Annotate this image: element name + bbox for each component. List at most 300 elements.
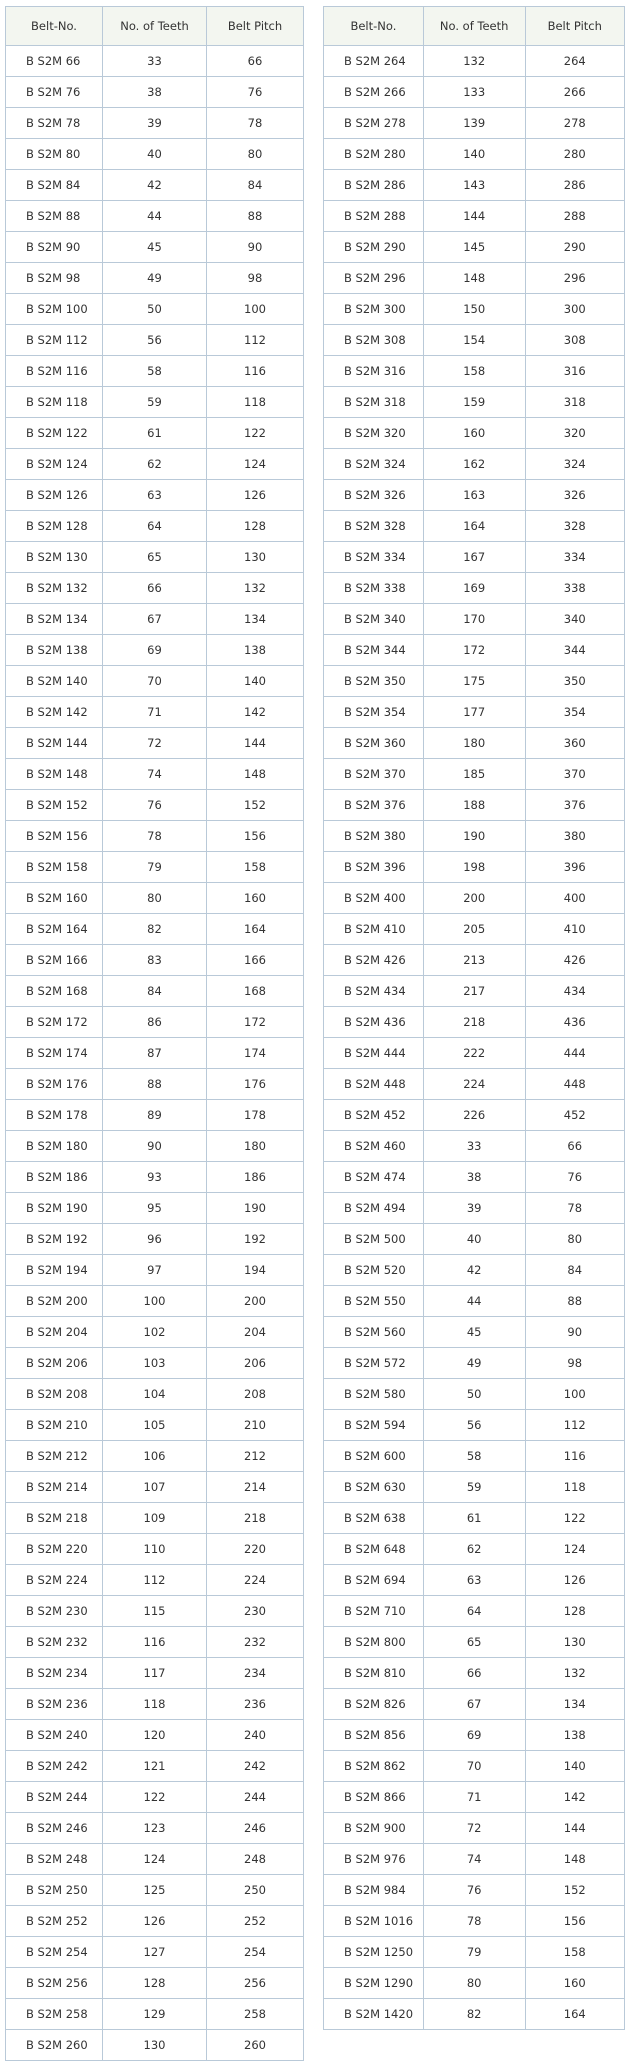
teeth-count-cell: 67 — [423, 1689, 525, 1720]
belt-pitch-cell: 340 — [525, 604, 625, 635]
belt-no-cell: B S2M 178 — [6, 1100, 103, 1131]
table-row — [6, 108, 304, 139]
belt-no-cell: B S2M 176 — [6, 1069, 103, 1100]
belt-no-cell: B S2M 434 — [324, 976, 424, 1007]
belt-no-cell: B S2M 148 — [6, 759, 103, 790]
belt-pitch-cell: 148 — [525, 1844, 625, 1875]
belt-no-cell: B S2M 124 — [6, 449, 103, 480]
belt-pitch-cell: 278 — [525, 108, 625, 139]
belt-pitch-cell: 206 — [207, 1348, 304, 1379]
belt-no-cell: B S2M 204 — [6, 1317, 103, 1348]
table-row — [324, 1410, 625, 1441]
teeth-count-cell: 65 — [423, 1627, 525, 1658]
belt-pitch-cell: 76 — [525, 1162, 625, 1193]
belt-pitch-cell: 66 — [525, 1131, 625, 1162]
teeth-count-cell: 58 — [423, 1441, 525, 1472]
table-row — [324, 635, 625, 666]
belt-pitch-cell: 156 — [525, 1906, 625, 1937]
teeth-count-cell: 133 — [423, 77, 525, 108]
belt-no-cell: B S2M 130 — [6, 542, 103, 573]
teeth-count-cell: 224 — [423, 1069, 525, 1100]
table-row — [6, 1472, 304, 1503]
table-row — [324, 232, 625, 263]
belt-no-cell: B S2M 66 — [6, 46, 103, 77]
teeth-count-cell: 125 — [103, 1875, 207, 1906]
teeth-count-cell: 143 — [423, 170, 525, 201]
table-row — [6, 418, 304, 449]
belt-no-cell: B S2M 260 — [6, 2030, 103, 2061]
teeth-count-cell: 69 — [423, 1720, 525, 1751]
belt-no-cell: B S2M 400 — [324, 883, 424, 914]
table-row — [6, 1565, 304, 1596]
belt-no-cell: B S2M 156 — [6, 821, 103, 852]
belt-no-cell: B S2M 138 — [6, 635, 103, 666]
table-row — [6, 666, 304, 697]
table-row — [6, 1534, 304, 1565]
teeth-count-cell: 218 — [423, 1007, 525, 1038]
teeth-count-cell: 100 — [103, 1286, 207, 1317]
table-row — [324, 1379, 625, 1410]
teeth-count-cell: 80 — [423, 1968, 525, 1999]
belt-pitch-cell: 344 — [525, 635, 625, 666]
table-row — [324, 294, 625, 325]
belt-pitch-cell: 410 — [525, 914, 625, 945]
table-row — [6, 1875, 304, 1906]
teeth-count-cell: 159 — [423, 387, 525, 418]
belt-pitch-cell: 152 — [525, 1875, 625, 1906]
belt-pitch-cell: 100 — [207, 294, 304, 325]
belt-no-cell: B S2M 168 — [6, 976, 103, 1007]
belt-pitch-cell: 116 — [207, 356, 304, 387]
belt-pitch-cell: 318 — [525, 387, 625, 418]
table-row — [324, 1875, 625, 1906]
teeth-count-cell: 79 — [423, 1937, 525, 1968]
table-row — [6, 759, 304, 790]
belt-no-cell: B S2M 426 — [324, 945, 424, 976]
belt-no-cell: B S2M 194 — [6, 1255, 103, 1286]
table-row — [6, 1069, 304, 1100]
belt-pitch-cell: 168 — [207, 976, 304, 1007]
belt-pitch-cell: 256 — [207, 1968, 304, 1999]
teeth-count-cell: 62 — [423, 1534, 525, 1565]
table-row — [324, 1720, 625, 1751]
table-row — [6, 325, 304, 356]
table-row — [6, 1720, 304, 1751]
belt-pitch-cell: 448 — [525, 1069, 625, 1100]
belt-no-cell: B S2M 252 — [6, 1906, 103, 1937]
table-row — [324, 1131, 625, 1162]
belt-no-cell: B S2M 350 — [324, 666, 424, 697]
teeth-count-cell: 39 — [423, 1193, 525, 1224]
table-row — [6, 201, 304, 232]
table-row — [324, 1193, 625, 1224]
belt-no-cell: B S2M 144 — [6, 728, 103, 759]
table-row — [6, 2030, 304, 2061]
table-row — [324, 1162, 625, 1193]
belt-pitch-cell: 166 — [207, 945, 304, 976]
belt-pitch-cell: 138 — [207, 635, 304, 666]
belt-pitch-cell: 88 — [207, 201, 304, 232]
belt-pitch-cell: 78 — [207, 108, 304, 139]
table-row — [6, 1999, 304, 2030]
belt-pitch-cell: 84 — [525, 1255, 625, 1286]
table-row — [324, 1534, 625, 1565]
table-row — [6, 449, 304, 480]
teeth-count-cell: 64 — [423, 1596, 525, 1627]
table-row — [6, 1937, 304, 1968]
teeth-count-cell: 177 — [423, 697, 525, 728]
table-row — [6, 1844, 304, 1875]
teeth-count-cell: 139 — [423, 108, 525, 139]
belt-pitch-cell: 132 — [207, 573, 304, 604]
belt-no-cell: B S2M 376 — [324, 790, 424, 821]
belt-no-cell: B S2M 190 — [6, 1193, 103, 1224]
table-row — [324, 1844, 625, 1875]
teeth-count-cell: 63 — [423, 1565, 525, 1596]
teeth-count-cell: 96 — [103, 1224, 207, 1255]
table-row — [324, 449, 625, 480]
belt-no-cell: B S2M 800 — [324, 1627, 424, 1658]
teeth-count-cell: 226 — [423, 1100, 525, 1131]
belt-no-cell: B S2M 630 — [324, 1472, 424, 1503]
belt-no-cell: B S2M 206 — [6, 1348, 103, 1379]
table-row — [6, 1503, 304, 1534]
belt-no-cell: B S2M 224 — [6, 1565, 103, 1596]
table-row — [324, 1689, 625, 1720]
belt-pitch-cell: 246 — [207, 1813, 304, 1844]
belt-no-cell: B S2M 638 — [324, 1503, 424, 1534]
belt-pitch-cell: 128 — [525, 1596, 625, 1627]
belt-pitch-cell: 176 — [207, 1069, 304, 1100]
table-row — [324, 821, 625, 852]
table-row — [324, 914, 625, 945]
belt-pitch-cell: 100 — [525, 1379, 625, 1410]
teeth-count-cell: 58 — [103, 356, 207, 387]
belt-no-cell: B S2M 594 — [324, 1410, 424, 1441]
table-row — [324, 1348, 625, 1379]
belt-pitch-cell: 78 — [525, 1193, 625, 1224]
table-row — [324, 573, 625, 604]
belt-pitch-cell: 192 — [207, 1224, 304, 1255]
belt-pitch-cell: 200 — [207, 1286, 304, 1317]
table-row — [6, 232, 304, 263]
belt-no-cell: B S2M 166 — [6, 945, 103, 976]
belt-no-cell: B S2M 90 — [6, 232, 103, 263]
belt-pitch-cell: 98 — [207, 263, 304, 294]
belt-no-cell: B S2M 900 — [324, 1813, 424, 1844]
belt-pitch-cell: 260 — [207, 2030, 304, 2061]
belt-no-cell: B S2M 280 — [324, 139, 424, 170]
teeth-count-cell: 61 — [423, 1503, 525, 1534]
teeth-count-cell: 38 — [423, 1162, 525, 1193]
teeth-count-cell: 126 — [103, 1906, 207, 1937]
belt-pitch-cell: 338 — [525, 573, 625, 604]
belt-pitch-cell: 354 — [525, 697, 625, 728]
belt-no-cell: B S2M 126 — [6, 480, 103, 511]
belt-no-cell: B S2M 326 — [324, 480, 424, 511]
belt-pitch-cell: 252 — [207, 1906, 304, 1937]
belt-no-cell: B S2M 856 — [324, 1720, 424, 1751]
belt-pitch-cell: 258 — [207, 1999, 304, 2030]
table-row — [324, 604, 625, 635]
teeth-count-cell: 50 — [103, 294, 207, 325]
teeth-count-cell: 90 — [103, 1131, 207, 1162]
belt-no-cell: B S2M 296 — [324, 263, 424, 294]
belt-no-cell: B S2M 320 — [324, 418, 424, 449]
table-row — [324, 511, 625, 542]
belt-pitch-cell: 112 — [525, 1410, 625, 1441]
teeth-count-cell: 82 — [423, 1999, 525, 2030]
belt-pitch-cell: 232 — [207, 1627, 304, 1658]
table-row — [6, 1751, 304, 1782]
belt-no-cell: B S2M 380 — [324, 821, 424, 852]
table-row — [324, 1658, 625, 1689]
belt-pitch-cell: 194 — [207, 1255, 304, 1286]
teeth-count-cell: 180 — [423, 728, 525, 759]
belt-pitch-cell: 308 — [525, 325, 625, 356]
belt-pitch-cell: 380 — [525, 821, 625, 852]
teeth-count-cell: 116 — [103, 1627, 207, 1658]
belt-pitch-cell: 296 — [525, 263, 625, 294]
belt-pitch-cell: 186 — [207, 1162, 304, 1193]
table-row — [6, 170, 304, 201]
teeth-count-cell: 40 — [103, 139, 207, 170]
belt-pitch-cell: 400 — [525, 883, 625, 914]
belt-no-cell: B S2M 172 — [6, 1007, 103, 1038]
belt-pitch-cell: 376 — [525, 790, 625, 821]
teeth-count-cell: 162 — [423, 449, 525, 480]
belt-pitch-cell: 266 — [525, 77, 625, 108]
teeth-count-cell: 190 — [423, 821, 525, 852]
table-row — [6, 604, 304, 635]
table-row — [6, 976, 304, 1007]
belt-pitch-cell: 212 — [207, 1441, 304, 1472]
belt-pitch-cell: 242 — [207, 1751, 304, 1782]
table-row — [6, 1379, 304, 1410]
belt-pitch-cell: 134 — [207, 604, 304, 635]
belt-no-cell: B S2M 286 — [324, 170, 424, 201]
belt-pitch-cell: 140 — [525, 1751, 625, 1782]
teeth-count-cell: 42 — [423, 1255, 525, 1286]
teeth-count-cell: 83 — [103, 945, 207, 976]
teeth-count-cell: 130 — [103, 2030, 207, 2061]
teeth-count-cell: 127 — [103, 1937, 207, 1968]
teeth-count-cell: 62 — [103, 449, 207, 480]
belt-no-cell: B S2M 214 — [6, 1472, 103, 1503]
belt-no-cell: B S2M 580 — [324, 1379, 424, 1410]
belt-no-cell: B S2M 212 — [6, 1441, 103, 1472]
table-row — [6, 573, 304, 604]
table-row — [6, 790, 304, 821]
teeth-count-cell: 120 — [103, 1720, 207, 1751]
belt-no-cell: B S2M 694 — [324, 1565, 424, 1596]
belt-pitch-cell: 158 — [207, 852, 304, 883]
table-row — [324, 728, 625, 759]
teeth-count-cell: 129 — [103, 1999, 207, 2030]
teeth-count-cell: 64 — [103, 511, 207, 542]
table-row — [324, 945, 625, 976]
table-row — [324, 201, 625, 232]
teeth-count-cell: 39 — [103, 108, 207, 139]
belt-pitch-cell: 434 — [525, 976, 625, 1007]
belt-no-cell: B S2M 78 — [6, 108, 103, 139]
belt-no-cell: B S2M 250 — [6, 1875, 103, 1906]
belt-no-cell: B S2M 278 — [324, 108, 424, 139]
table-row — [6, 1658, 304, 1689]
belt-no-cell: B S2M 266 — [324, 77, 424, 108]
teeth-count-cell: 82 — [103, 914, 207, 945]
belt-pitch-cell: 148 — [207, 759, 304, 790]
belt-pitch-cell: 152 — [207, 790, 304, 821]
table-row — [6, 914, 304, 945]
teeth-count-cell: 145 — [423, 232, 525, 263]
table-row — [6, 945, 304, 976]
teeth-count-cell: 49 — [103, 263, 207, 294]
teeth-count-cell: 56 — [423, 1410, 525, 1441]
table-row — [6, 1627, 304, 1658]
belt-no-cell: B S2M 344 — [324, 635, 424, 666]
belt-no-cell: B S2M 200 — [6, 1286, 103, 1317]
belt-no-cell: B S2M 324 — [324, 449, 424, 480]
belt-no-cell: B S2M 370 — [324, 759, 424, 790]
table-row — [324, 139, 625, 170]
belt-pitch-cell: 124 — [525, 1534, 625, 1565]
belt-no-cell: B S2M 134 — [6, 604, 103, 635]
teeth-count-cell: 213 — [423, 945, 525, 976]
table-row — [6, 728, 304, 759]
belt-pitch-cell: 160 — [525, 1968, 625, 1999]
belt-pitch-cell: 290 — [525, 232, 625, 263]
table-row — [6, 1162, 304, 1193]
belt-pitch-cell: 240 — [207, 1720, 304, 1751]
table-row — [6, 852, 304, 883]
table-row — [324, 1038, 625, 1069]
table-row — [324, 976, 625, 1007]
belt-no-cell: B S2M 318 — [324, 387, 424, 418]
belt-no-cell: B S2M 1250 — [324, 1937, 424, 1968]
teeth-count-cell: 84 — [103, 976, 207, 1007]
teeth-count-cell: 144 — [423, 201, 525, 232]
table-row — [324, 1627, 625, 1658]
belt-pitch-cell: 264 — [525, 46, 625, 77]
table-row — [6, 1689, 304, 1720]
belt-no-cell: B S2M 866 — [324, 1782, 424, 1813]
table-row — [6, 542, 304, 573]
belt-no-cell: B S2M 354 — [324, 697, 424, 728]
table-row — [324, 1968, 625, 1999]
belt-no-cell: B S2M 264 — [324, 46, 424, 77]
belt-no-cell: B S2M 288 — [324, 201, 424, 232]
belt-pitch-cell: 208 — [207, 1379, 304, 1410]
belt-pitch-cell: 436 — [525, 1007, 625, 1038]
teeth-count-cell: 164 — [423, 511, 525, 542]
table-row — [324, 790, 625, 821]
teeth-count-cell: 40 — [423, 1224, 525, 1255]
belt-pitch-cell: 326 — [525, 480, 625, 511]
teeth-count-cell: 88 — [103, 1069, 207, 1100]
belt-pitch-cell: 234 — [207, 1658, 304, 1689]
teeth-count-cell: 67 — [103, 604, 207, 635]
belt-pitch-cell: 158 — [525, 1937, 625, 1968]
table-row — [6, 1038, 304, 1069]
teeth-count-cell: 59 — [103, 387, 207, 418]
teeth-count-cell: 163 — [423, 480, 525, 511]
belt-no-cell: B S2M 210 — [6, 1410, 103, 1441]
belt-no-cell: B S2M 340 — [324, 604, 424, 635]
belt-no-cell: B S2M 118 — [6, 387, 103, 418]
teeth-count-cell: 117 — [103, 1658, 207, 1689]
belt-no-cell: B S2M 246 — [6, 1813, 103, 1844]
belt-pitch-cell: 88 — [525, 1286, 625, 1317]
table-row — [6, 77, 304, 108]
table-row — [324, 1317, 625, 1348]
teeth-count-cell: 44 — [103, 201, 207, 232]
belt-pitch-cell: 66 — [207, 46, 304, 77]
belt-no-cell: B S2M 460 — [324, 1131, 424, 1162]
belt-pitch-cell: 174 — [207, 1038, 304, 1069]
teeth-count-cell: 78 — [103, 821, 207, 852]
belt-no-cell: B S2M 710 — [324, 1596, 424, 1627]
teeth-count-cell: 45 — [103, 232, 207, 263]
teeth-count-cell: 63 — [103, 480, 207, 511]
belt-pitch-cell: 132 — [525, 1658, 625, 1689]
teeth-count-cell: 59 — [423, 1472, 525, 1503]
belt-no-cell: B S2M 396 — [324, 852, 424, 883]
belt-no-cell: B S2M 648 — [324, 1534, 424, 1565]
belt-no-cell: B S2M 164 — [6, 914, 103, 945]
belt-no-cell: B S2M 132 — [6, 573, 103, 604]
teeth-count-cell: 78 — [423, 1906, 525, 1937]
belt-pitch-cell: 164 — [525, 1999, 625, 2030]
teeth-count-cell: 123 — [103, 1813, 207, 1844]
belt-no-cell: B S2M 410 — [324, 914, 424, 945]
table-row — [324, 46, 625, 77]
belt-no-cell: B S2M 192 — [6, 1224, 103, 1255]
table-row — [324, 542, 625, 573]
belt-pitch-cell: 144 — [525, 1813, 625, 1844]
table-row — [324, 1069, 625, 1100]
belt-no-cell: B S2M 984 — [324, 1875, 424, 1906]
belt-no-cell: B S2M 308 — [324, 325, 424, 356]
teeth-count-cell: 93 — [103, 1162, 207, 1193]
teeth-count-cell: 70 — [423, 1751, 525, 1782]
teeth-count-cell: 79 — [103, 852, 207, 883]
table-row — [6, 1906, 304, 1937]
teeth-count-cell: 217 — [423, 976, 525, 1007]
table-row — [324, 480, 625, 511]
belt-pitch-cell: 144 — [207, 728, 304, 759]
teeth-count-cell: 169 — [423, 573, 525, 604]
belt-pitch-cell: 118 — [207, 387, 304, 418]
belt-no-cell: B S2M 474 — [324, 1162, 424, 1193]
table-row — [6, 511, 304, 542]
teeth-count-cell: 132 — [423, 46, 525, 77]
teeth-count-cell: 121 — [103, 1751, 207, 1782]
belt-no-cell: B S2M 140 — [6, 666, 103, 697]
belt-pitch-cell: 142 — [525, 1782, 625, 1813]
teeth-count-cell: 160 — [423, 418, 525, 449]
table-row — [324, 1813, 625, 1844]
belt-no-cell: B S2M 976 — [324, 1844, 424, 1875]
belt-pitch-cell: 230 — [207, 1596, 304, 1627]
teeth-count-cell: 150 — [423, 294, 525, 325]
table-row — [324, 418, 625, 449]
belt-no-cell: B S2M 152 — [6, 790, 103, 821]
belt-pitch-cell: 80 — [525, 1224, 625, 1255]
belt-pitch-cell: 236 — [207, 1689, 304, 1720]
table-row — [324, 1472, 625, 1503]
belt-no-cell: B S2M 338 — [324, 573, 424, 604]
